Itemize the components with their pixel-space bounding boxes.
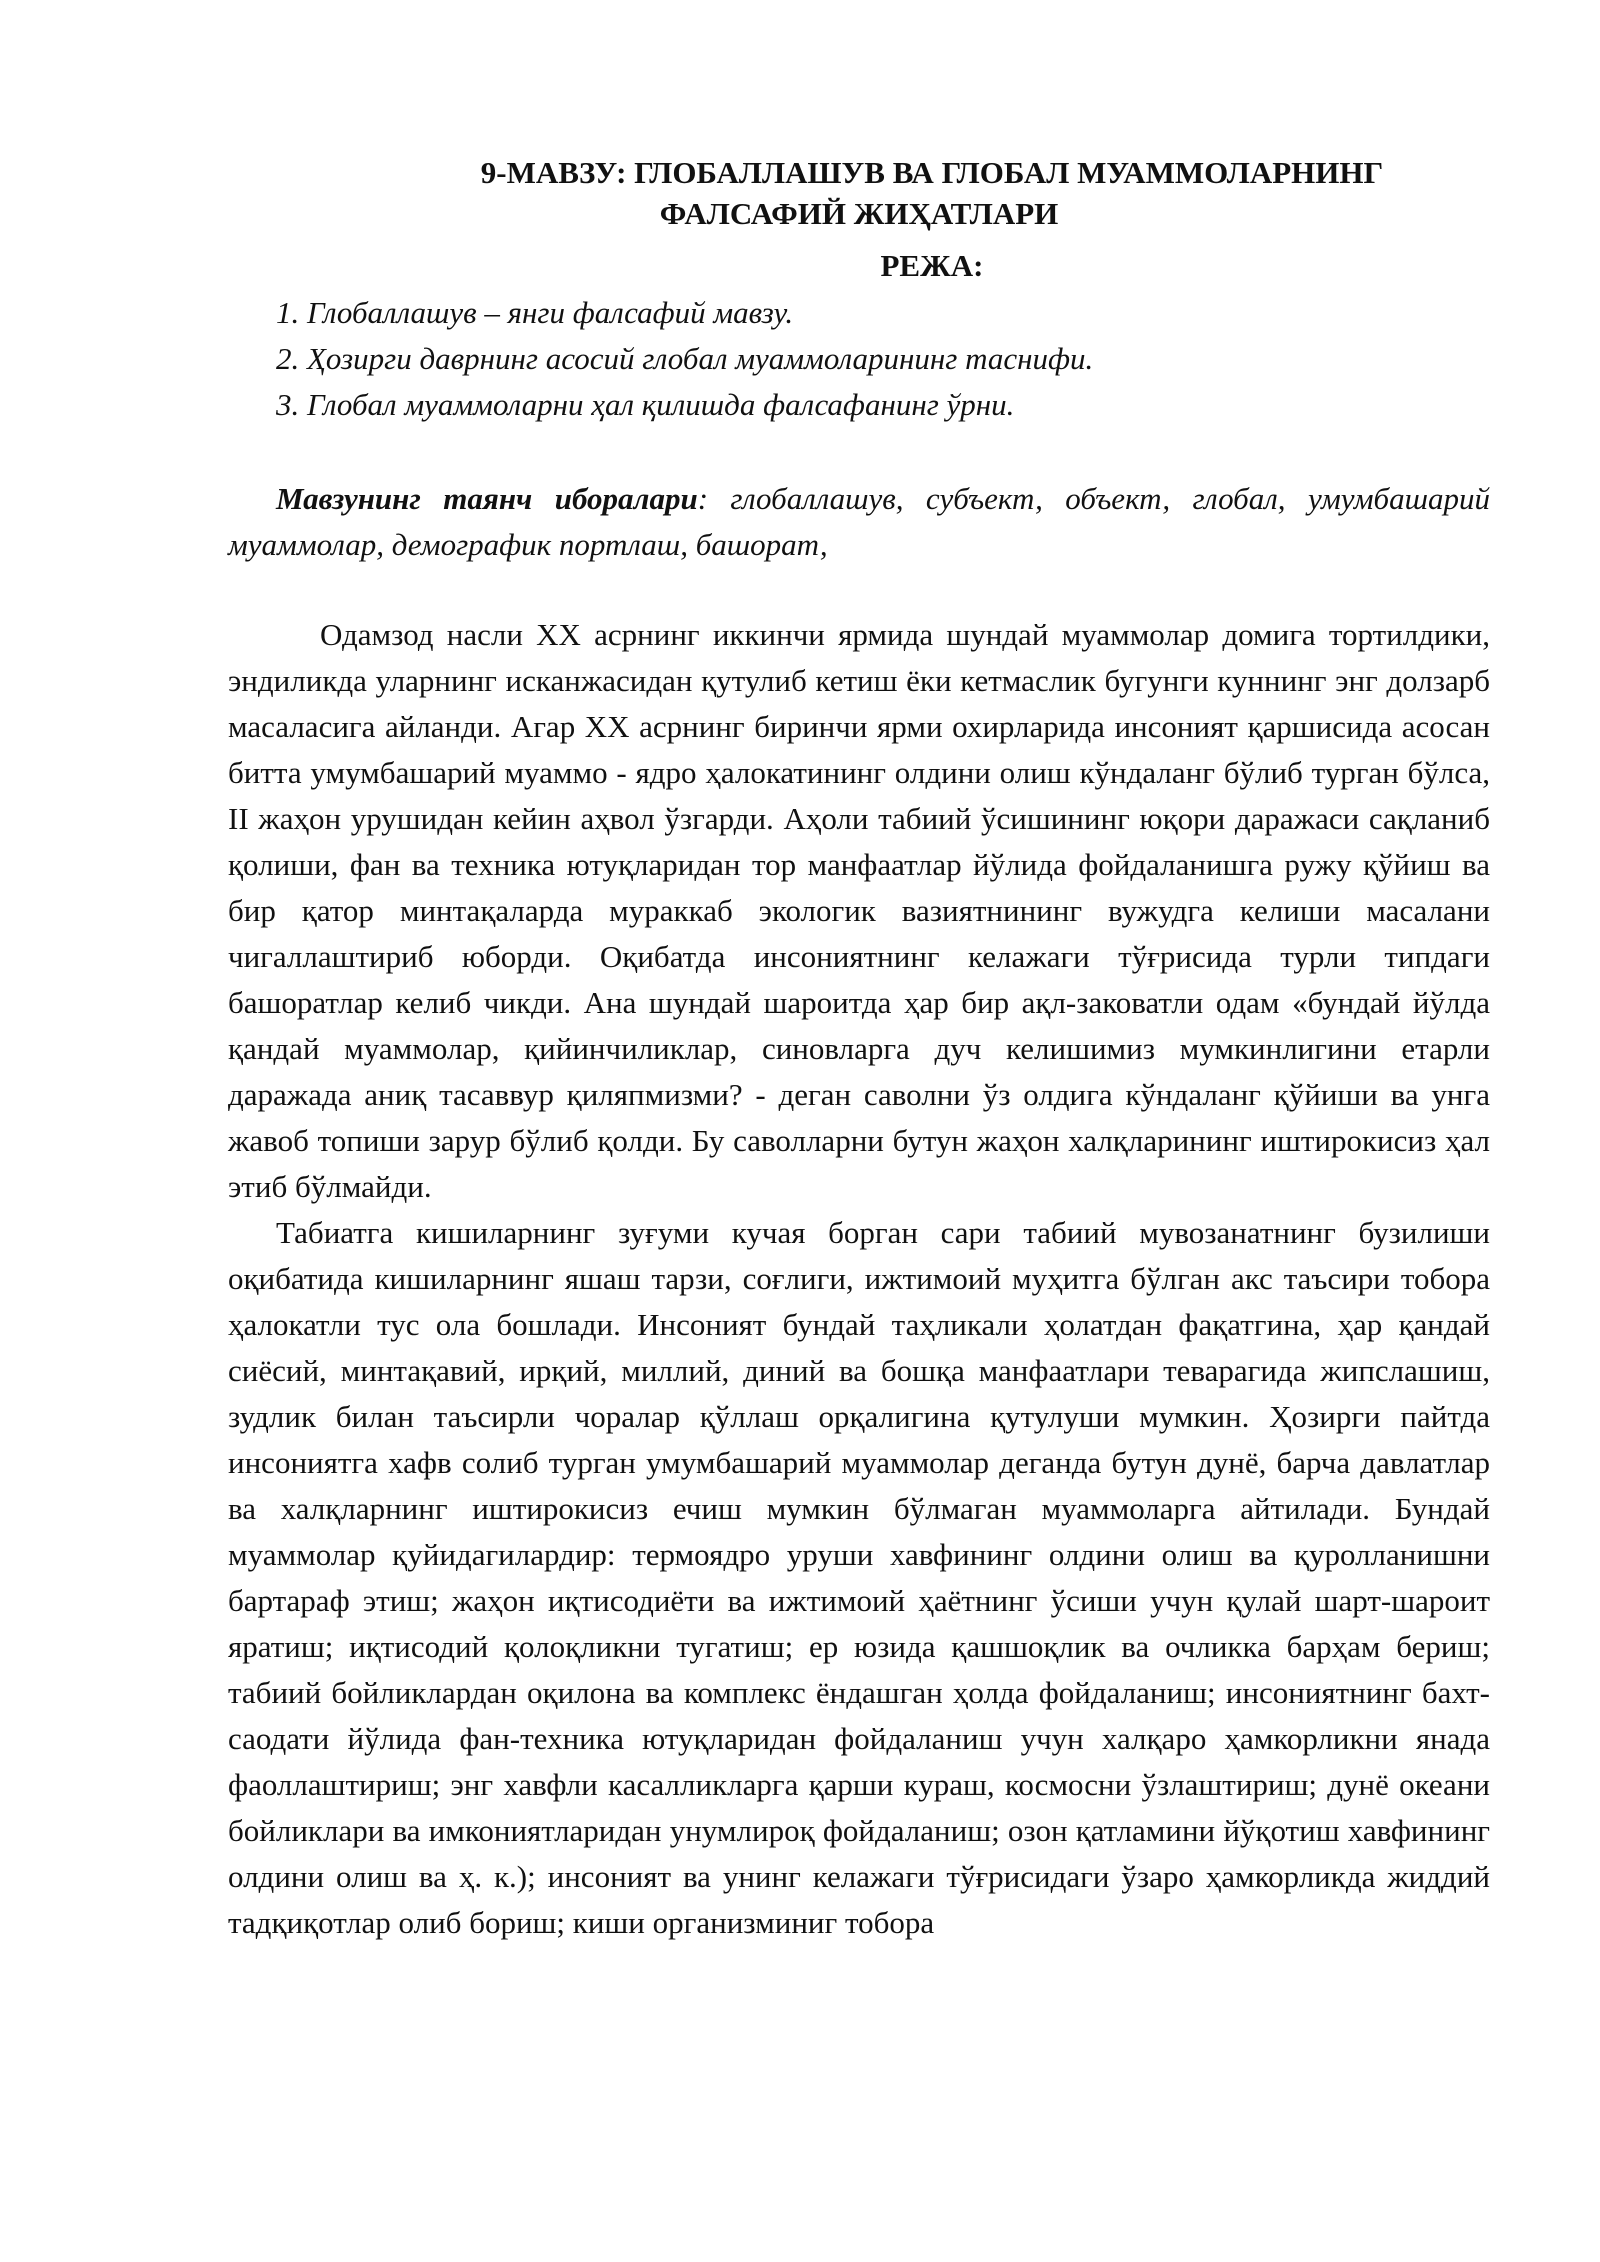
keywords-paragraph (228, 476, 1490, 568)
plan-item: 3. Глобал муаммоларни ҳал қилишда фалсафанинг ўрни. (276, 387, 1015, 422)
plan-list (276, 290, 1093, 428)
keywords-text: : глобаллашув, субъект, объект, глобал, умумбашарий муаммолар, демографик портлаш, башорат, (228, 481, 1490, 562)
title-line-1: 9-МАВЗУ: ГЛОБАЛЛАШУВ ВА ГЛОБАЛ МУАММОЛАРНИНГ (480, 155, 1384, 190)
plan-item: 2. Ҳозирги даврнинг асосий глобал муаммоларининг таснифи. (276, 341, 1094, 376)
plan-item: 1. Глобаллашув – янги фалсафий мавзу. (276, 295, 794, 330)
body-text (228, 612, 1490, 1946)
page-title (228, 152, 1490, 234)
title-line-2: ФАЛСАФИЙ ЖИҲАТЛАРИ (659, 196, 1059, 231)
body-paragraph: Одамзод насли ХХ асрнинг иккинчи ярмида шундай муаммолар домига тортилдики, эндиликда уларнинг исканжасидан қутулиб кетиш ёки кетмаслик бугунги куннинг энг долзарб масаласига айланди. Агар ХХ асрнинг биринчи ярми охирларида инсоният қаршисида асосан битта умумбашарий муаммо - ядро ҳалокатининг олдини олиш кўндаланг бўлиб турган бўлса, II жаҳон урушидан кейин аҳвол ўзгарди. Аҳоли табиий ўсишининг юқори даражаси сақланиб қолиши, фан ва техника ютуқларидан тор манфаатлар йўлида фойдаланишга ружу қўйиш ва бир қатор минтақаларда мураккаб экологик вазиятнининг вужудга келиши масалани чигаллаштириб юборди. Оқибатда инсониятнинг келажаги тўғрисида турли типдаги башоратлар келиб чикди. Ана шундай шароитда ҳар бир ақл-заковатли одам «бундай йўлда қандай муаммолар, қийинчиликлар, синовларга дуч келишимиз мумкинлигини етарли даражада аниқ тасаввур қиляпмизми? - деган саволни ўз олдига кўндаланг қўйиши ва унга жавоб топиши зарур бўлиб қолди. Бу саволларни бутун жаҳон халқларининг иштирокисиз ҳал этиб бўлмайди. (228, 617, 1490, 1204)
plan-heading: РЕЖА: (880, 248, 984, 283)
keywords-label: Мавзунинг таянч иборалари (276, 481, 698, 516)
body-paragraph: Табиатга кишиларнинг зуғуми кучая борган сари табиий мувозанатнинг бузилиши оқибатида кишиларнинг яшаш тарзи, соғлиги, ижтимоий муҳитга бўлган акс таъсири тобора ҳалокатли тус ола бошлади. Инсоният бундай таҳликали ҳолатдан фақатгина, ҳар қандай сиёсий, минтақавий, ирқий, миллий, диний ва бошқа манфаатлари теварагида жипслашиш, зудлик билан таъсирли чоралар қўллаш орқалигина қутулуши мумкин. Ҳозирги пайтда инсониятга хафв солиб турган умумбашарий муаммолар деганда бутун дунё, барча давлатлар ва халқларнинг иштирокисиз ечиш мумкин бўлмаган муаммоларга айтилади. Бундай муаммолар қуйидагилардир: термоядро уруши хавфининг олдини олиш ва қуролланишни бартараф этиш; жаҳон иқтисодиёти ва ижтимоий ҳаётнинг ўсиши учун қулай шарт-шароит яратиш; иқтисодий қолоқликни тугатиш; ер юзида қашшоқлик ва очликка барҳам бериш; табиий бойликлардан оқилона ва комплекс ёндашган ҳолда фойдаланиш; инсониятнинг бахт-саодати йўлида фан-техника ютуқларидан фойдаланиш учун халқаро ҳамкорликни янада фаоллаштириш; энг хавфли касалликларга қарши кураш, космосни ўзлаштириш; дунё океани бойликлари ва имкониятларидан унумлироқ фойдаланиш; озон қатламини йўқотиш хавфининг олдини олиш ва ҳ. к.); инсоният ва унинг келажаги тўғрисидаги ўзаро ҳамкорликда жиддий тадқиқотлар олиб бориш; киши организминиг тобора (228, 1215, 1490, 1940)
